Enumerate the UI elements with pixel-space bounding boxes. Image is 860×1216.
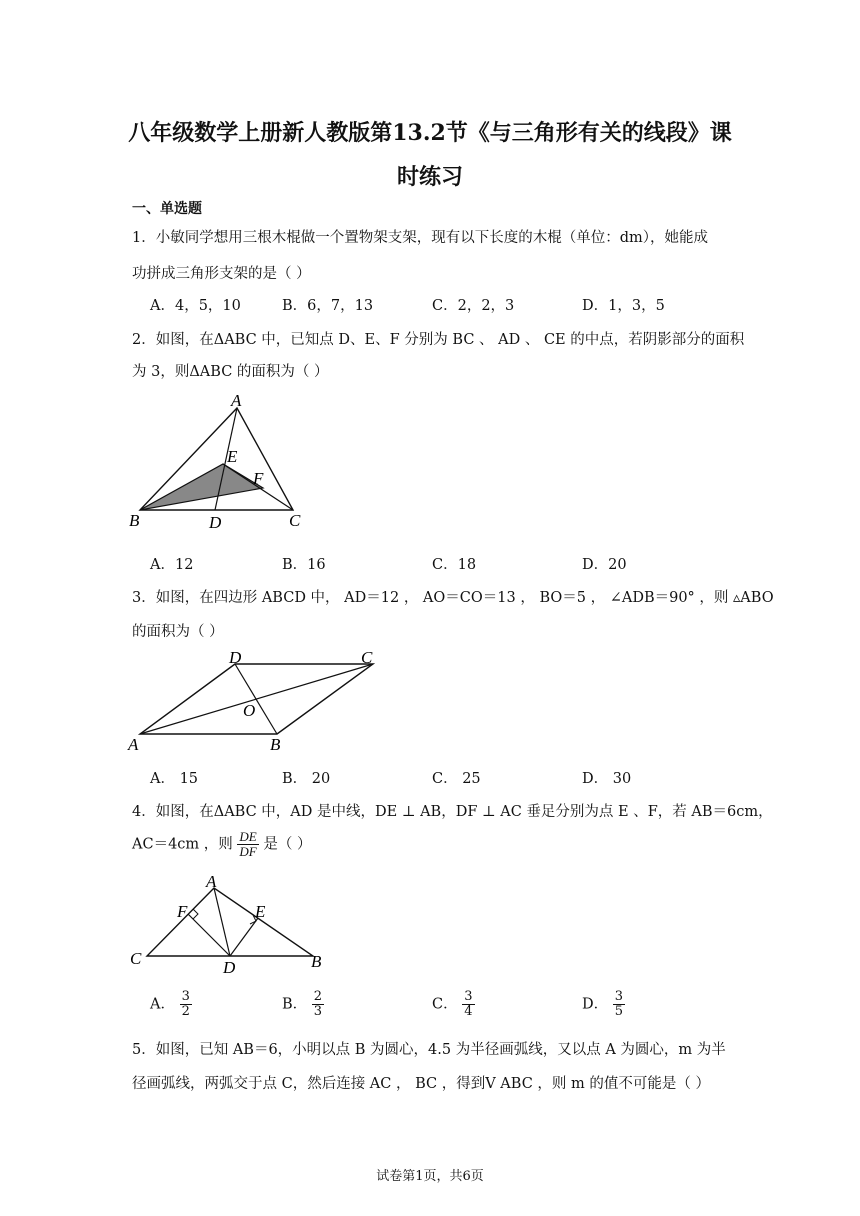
q4-option-b-prefix: B． xyxy=(282,996,308,1013)
q1-options xyxy=(150,294,750,316)
q4-given-ac: AC＝4cm ，则 xyxy=(132,836,233,853)
q1-option-d: D．1，3，5 xyxy=(582,298,665,314)
q2-label-d: D xyxy=(209,513,222,532)
q4-option-c-numerator: 3 xyxy=(464,989,473,1004)
q2-option-c: C．18 xyxy=(432,557,477,573)
q4-option-b-fraction xyxy=(312,990,324,1019)
q4-option-c xyxy=(432,990,475,1019)
q4-ratio-numerator: DE xyxy=(239,829,257,844)
q4-question-tail: 是（ ） xyxy=(263,836,312,853)
q4-text-line1: 4．如图，在ΔABC 中，AD 是中线，DE ⊥ AB，DF ⊥ AC 垂足分别为点 E 、F，若 AB＝6cm， xyxy=(132,804,773,820)
q4-option-d-numerator: 3 xyxy=(614,989,624,1004)
q4-label-c: C xyxy=(130,949,142,968)
q4-right-angle-f xyxy=(193,909,198,919)
q4-option-d xyxy=(582,990,625,1019)
q4-option-b-numerator: 2 xyxy=(313,989,323,1004)
q1-text-line2: 功拼成三角形支架的是（ ） xyxy=(132,266,311,282)
q1-option-a: A．4，5，10 xyxy=(150,298,241,314)
q2-label-f: F xyxy=(253,469,264,488)
q4-option-a xyxy=(150,990,192,1019)
q3-options xyxy=(150,767,750,789)
q1-option-b: B．6，7，13 xyxy=(282,298,374,314)
q4-option-d-prefix: D． xyxy=(582,996,609,1013)
q2-option-a: A．12 xyxy=(150,557,194,573)
q2-label-c: C xyxy=(289,511,301,530)
q4-option-d-fraction xyxy=(613,990,625,1019)
q3-text-line1: 3．如图，在四边形 ABCD 中， AD＝12 ， AO＝CO＝13 ， BO＝5 ， ∠ADB＝90° ，则 ▵ABO xyxy=(132,590,774,606)
q4-perpendicular-df xyxy=(188,914,230,956)
q2-shaded-region xyxy=(140,464,263,510)
q4-option-a-numerator: 3 xyxy=(181,989,190,1004)
q1-option-c: C．2，2，3 xyxy=(432,298,515,314)
q5-text-line1: 5．如图，已知 AB＝6，小明以点 B 为圆心，4.5 为半径画弧线，又以点 A 为圆心，m 为半 xyxy=(132,1042,726,1058)
q2-triangle-figure xyxy=(125,392,315,532)
q4-option-d-denominator: 5 xyxy=(614,1004,624,1019)
q3-text-line2: 的面积为（ ） xyxy=(132,624,224,640)
q1-text-line1: 1．小敏同学想用三根木棍做一个置物架支架，现有以下长度的木棍（单位：dm），她能成 xyxy=(132,230,709,246)
q2-options xyxy=(150,553,750,575)
q2-label-b: B xyxy=(129,511,140,530)
q2-text-line1: 2．如图，在ΔABC 中，已知点 D、E、F 分别为 BC 、 AD 、 CE 的中点，若阴影部分的面积 xyxy=(132,332,745,348)
q3-diagonal-bd xyxy=(235,664,277,734)
q3-label-a: A xyxy=(128,735,139,754)
q3-option-a: A． 15 xyxy=(150,771,199,787)
q3-label-d: D xyxy=(229,648,242,667)
q4-option-c-prefix: C． xyxy=(432,996,458,1013)
page-title-line1: 八年级数学上册新人教版第13.2节《与三角形有关的线段》课 xyxy=(128,120,732,146)
q4-triangle-figure xyxy=(125,872,335,976)
q4-perpendicular-de xyxy=(230,918,258,956)
q4-label-d: D xyxy=(223,958,236,976)
q4-ratio-denominator: DF xyxy=(239,844,257,859)
q2-label-a: A xyxy=(231,392,242,410)
page-title-line2: 时练习 xyxy=(396,164,463,190)
q3-quadrilateral-figure xyxy=(125,648,385,754)
q4-text-line2 xyxy=(132,830,311,859)
q2-option-b: B．16 xyxy=(282,557,326,573)
q4-options xyxy=(150,990,750,1026)
q3-option-d: D． 30 xyxy=(582,771,632,787)
q4-ratio-fraction xyxy=(237,830,258,859)
q3-label-b: B xyxy=(270,735,281,754)
q4-option-b xyxy=(282,990,324,1019)
page-footer: 试卷第1页，共6页 xyxy=(376,1169,484,1184)
q3-option-b: B． 20 xyxy=(282,771,331,787)
section-heading: 一、单选题 xyxy=(132,201,202,217)
q4-option-a-prefix: A． xyxy=(150,996,175,1013)
q2-option-d: D．20 xyxy=(582,557,627,573)
q4-option-c-fraction xyxy=(462,990,474,1019)
q4-option-c-denominator: 4 xyxy=(464,1004,473,1019)
q3-label-o: O xyxy=(243,701,256,720)
q4-label-a: A xyxy=(206,872,217,891)
q4-label-f: F xyxy=(177,902,188,921)
q2-label-e: E xyxy=(227,447,238,466)
q3-label-c: C xyxy=(361,648,373,667)
q4-option-a-fraction xyxy=(180,990,192,1019)
q4-option-b-denominator: 3 xyxy=(313,1004,323,1019)
q4-label-e: E xyxy=(255,902,266,921)
q4-median-ad xyxy=(214,888,230,956)
q4-label-b: B xyxy=(311,952,322,971)
q2-text-line2: 为 3，则ΔABC 的面积为（ ） xyxy=(132,364,329,380)
q4-option-a-denominator: 2 xyxy=(181,1004,190,1019)
q5-text-line2: 径画弧线，两弧交于点 C，然后连接 AC ， BC ，得到V ABC ，则 m 的值不可能是（ ） xyxy=(132,1076,710,1092)
q4-triangle-abc xyxy=(147,888,313,956)
q3-option-c: C． 25 xyxy=(432,771,481,787)
